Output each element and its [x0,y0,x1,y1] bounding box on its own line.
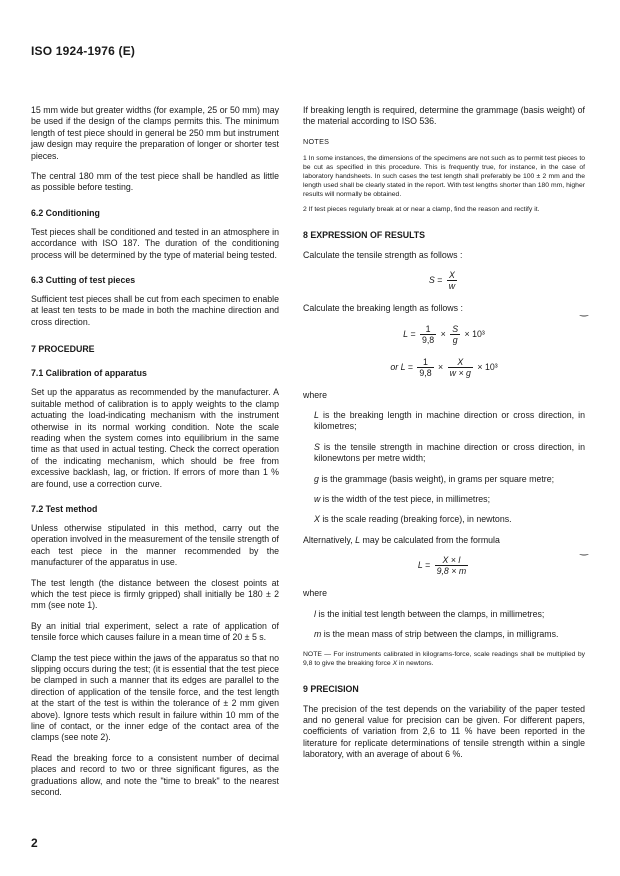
symbol-m: m [314,629,322,640]
fraction [447,270,457,291]
fraction [420,324,436,345]
note-3-post: in newtons. [397,659,434,667]
formula-breaking-length-2 [303,357,585,378]
note-calibration [303,650,585,668]
where-label: where [303,588,327,599]
symbol-L: L [355,534,361,545]
paragraph-handling: The central 180 mm of the test piece shall be handled as little as possible before testing. [31,171,279,193]
numerator: 1 [417,357,433,368]
definition-w [303,494,585,505]
note-3-pre: NOTE — For instruments calibrated in kilograms-force, scale readings shall be multiplied by 9,8 to give the breaking force [303,650,585,667]
paragraph-clamping: Clamp the test piece within the jaws of the apparatus so that no slipping occurs during the test; (it is essential that the test piece be clamped in such a manner that its edges are parallel to the direction of application of the tensile force, and the test length at the start of the test is within the tolerance of ± 2 mm given above). Ignore tests which result in failure within 10 mm of the line of contact, or the inner edge of the contact area of the clamps (see note 2). [31,652,279,743]
definition-L-text: is the breaking length in machine direction or cross direction, in kilometres; [314,410,585,432]
formula-tensile-strength [303,270,585,291]
symbol-g: g [314,473,319,484]
paragraph-alternative [303,535,585,546]
definition-m [303,629,585,640]
numerator: X × l [435,555,469,566]
scan-mark: ‿ [580,306,589,317]
definition-g-text: is the grammage (basis weight), in grams per square metre; [318,473,555,484]
note-2: 2 If test pieces regularly break at or near a clamp, find the reason and rectify it. [303,205,540,213]
definition-w-text: is the width of the test piece, in millimetres; [320,494,491,505]
formula-lhs: or L = [390,361,413,372]
times-sign: × [440,328,446,339]
formula-lhs: L = [417,560,431,571]
denominator: 9,8 × m [436,566,467,577]
paragraph-cutting: Sufficient test pieces shall be cut from each specimen to enable at least ten tests to be made in both the machine direction and cross direction. [31,294,279,327]
paragraph-conditioning: Test pieces shall be conditioned and tested in an atmosphere in accordance with ISO 187. The duration of the conditioning process will be determined by the type of material being tested. [31,226,279,260]
symbol-S: S [314,441,320,452]
definition-g [303,474,585,485]
fraction [448,357,473,378]
numerator: X [448,357,473,368]
denominator: w [448,281,456,292]
paragraph-read-force: Read the breaking force to a consistent number of decimal places and record to two or three significant figures, as the graduations allow, and note the "time to break" to the nearest second. [31,752,279,798]
paragraph-calibration: Set up the apparatus as recommended by the manufacturer. A suitable method of calibration is to apply weights to the clamp actuating the load-indicating mechanism with the instrument otherwise in its normal working condition. Note the scale reading when the system comes into equilibrium in the same time as that used in actual testing. Check the correct operation of the indicating mechanism, which should be free from excessive backlash, lag, or friction. If errors of more than 1 % are found, use a correction curve. [31,387,279,489]
power-of-ten: × 10³ [464,328,485,339]
times-sign: × [438,361,444,372]
heading-test-method: 7.2 Test method [31,503,98,514]
heading-conditioning: 6.2 Conditioning [31,207,100,218]
power-of-ten: × 10³ [477,361,498,372]
standard-header: ISO 1924-1976 (E) [31,44,136,58]
heading-calibration: 7.1 Calibration of apparatus [31,368,147,379]
heading-procedure: 7 PROCEDURE [31,344,95,355]
paragraph-breaking-intro: Calculate the breaking length as follows : [303,303,463,314]
heading-precision: 9 PRECISION [303,683,359,694]
numerator: 1 [420,324,436,335]
denominator: w × g [449,367,471,378]
symbol-L: L [314,410,319,421]
paragraph-trial-experiment: By an initial trial experiment, select a rate of application of tensile force which causes failure in a mean time of 20 ± 5 s. [31,620,279,643]
paragraph-precision: The precision of the test depends on the variability of the paper tested and no general value for precision can be given. For different papers, coefficients of variation from 2,6 to 11 % have been reported in the literature for replicate determinations of tensile strength within a single laboratory, with an average of about 6 %. [303,703,585,760]
symbol-w: w [314,494,321,505]
paragraph-test-length: The test length (the distance between the closest points at which the test piece is firmly gripped) shall initially be 180 ± 2 mm (see note 1). [31,577,279,611]
definition-l-text: is the initial test length between the clamps, in millimetres; [315,608,545,619]
symbol-X: X [392,659,398,667]
paragraph-test-method-operation: Unless otherwise stipulated in this method, carry out the operation involved in the measurement of the tensile strength of each test piece in the manner recommended by the manufacturer of the apparatus in use. [31,522,279,568]
symbol-l: l [314,608,316,619]
paragraph-test-piece-width: 15 mm wide but greater widths (for example, 25 or 50 mm) may be used if the design of the clamps permits this. The minimum length of test piece should in general be 250 mm but instrument jaw design may require the preparation of longer or shorter test pieces. [31,105,279,161]
notes-title: NOTES [303,136,330,146]
symbol-X: X [314,514,320,525]
numerator: S [452,323,459,334]
paragraph-grammage: If breaking length is required, determine the grammage (basis weight) of the material according to ISO 536. [303,105,585,127]
formula-lhs: L = [403,328,416,339]
denominator: g [452,334,458,345]
where-label: where [303,389,327,400]
definition-S-text: is the tensile strength in machine direction or cross direction, in kilonewtons per metre width; [314,441,585,464]
definition-X [303,514,585,525]
note-1: 1 In some instances, the dimensions of the specimens are not such as to permit test pieces to be cut as specified in this procedure. This is frequently true, for instance, in the case of laboratory handsheets. In such cases the test length shall preferably be 100 ± 2 mm and the length used shall be clearly stated in the report. With test lengths shorter than 180 mm, higher results will normally be obtained. [303,154,585,198]
page-number: 2 [31,836,38,850]
numerator: X [447,270,457,281]
alt-post: may be calculated from the formula [360,534,500,545]
heading-expression-of-results: 8 EXPRESSION OF RESULTS [303,229,426,240]
definition-m-text: is the mean mass of strip between the clamps, in milligrams. [321,629,559,640]
definition-l [303,609,585,620]
denominator: 9,8 [421,334,435,345]
definition-S [303,442,585,465]
fraction [435,555,469,576]
left-column [31,105,279,807]
fraction [450,324,460,345]
paragraph-tensile-intro: Calculate the tensile strength as follows : [303,249,463,260]
alt-pre: Alternatively, [303,534,356,545]
formula-lhs: S = [428,275,443,286]
right-column [303,105,585,770]
definition-X-text: is the scale reading (breaking force), in newtons. [319,514,512,525]
formula-breaking-length-mass [303,555,585,576]
heading-cutting: 6.3 Cutting of test pieces [31,275,136,286]
fraction [417,357,433,378]
scan-mark: ‿ [580,545,589,556]
formula-breaking-length-1 [303,324,585,345]
denominator: 9,8 [419,367,432,378]
definition-L [303,410,585,433]
